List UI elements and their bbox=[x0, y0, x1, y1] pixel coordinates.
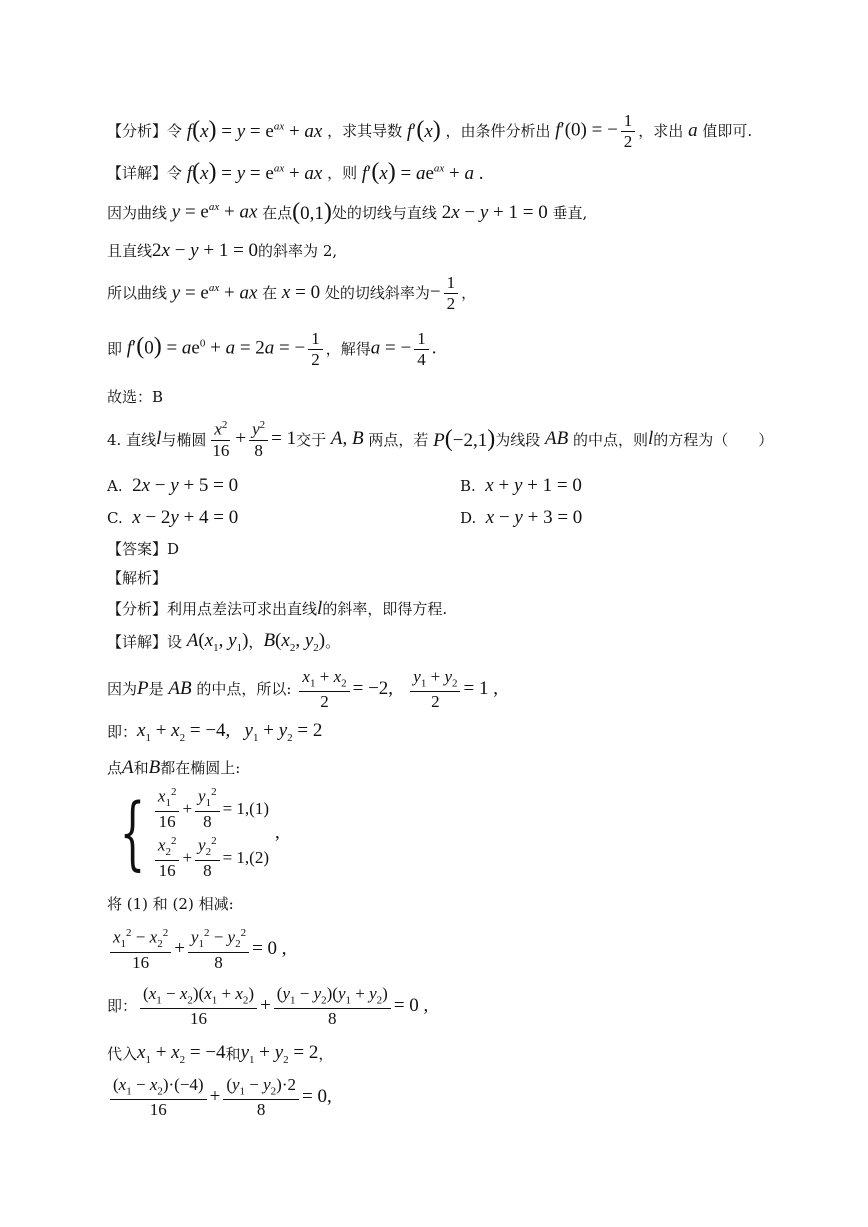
midpoint-line: 因为 P 是 AB 的中点，所以: $\frac{x_1 + x_2}{2}$ = −2, $\frac{y_1 + y_2}{2}$ = 1 , bbox=[107, 667, 498, 711]
text-line-4: 且直线 2x − y + 1 = 0 的斜率为 2, bbox=[107, 240, 338, 261]
analysis-line: 【分析】 令 $f(x) = y = e^{ax}$ + ax ，求其导数 f′(x) ，由条件分析出 f′(0) = − $\frac{1}{2}$ ，求出 a 值即可. bbox=[107, 111, 753, 151]
answer-label: 【答案】D bbox=[107, 540, 180, 558]
detail-line: 【详解】 令 $f(x) = y = e^{ax}$ + ax ，则 $f'(x) = ae^{ax} + a$ . bbox=[107, 159, 484, 185]
detail-label: 【详解】 bbox=[107, 163, 168, 182]
explanation-label: 【解析】 bbox=[107, 569, 168, 587]
formula-f-def: $f(x) = y = e^{ax}$ + ax bbox=[186, 117, 323, 144]
substituted-equation: $(x_1 - x_2)\cdot(-4)$ 16 + $\frac{(y_1 - y_2)\cdot 2}{8}$ = 0, bbox=[107, 1076, 332, 1119]
text-line-3: 因为曲线 $y = e^{ax}$ + ax 在点 (0,1) 处的切线与直线 2x − y + 1 = 0 垂直, bbox=[107, 199, 588, 225]
on-ellipse-line: 点 A 和 B 都在椭圆上: bbox=[107, 757, 241, 778]
text-line-6: 即 $f'(0) = ae^0 + a = 2a$ = − $\frac{1}{2}$ ，解得 a = − $\frac{1}{4}$ . bbox=[107, 329, 437, 369]
option-c: C. x − 2y + 4 = 0 bbox=[107, 507, 239, 528]
solution-analysis: 【分析】 利用点差法可求出直线 l 的斜率，即得方程. bbox=[107, 598, 448, 619]
diff-equation: $x_1^2 - x_2^2$ 16 + $\frac{y_1^2 - y_2^2}{8}$ = 0 , bbox=[107, 928, 287, 971]
option-a: A. 2x − y + 5 = 0 bbox=[107, 475, 239, 496]
choice-line: 故选：B bbox=[107, 388, 164, 406]
solution-detail: 【详解】 设 $A(x_1$, $y_1$) ， $B(x_2$, $y_2$) 。 bbox=[107, 630, 341, 654]
substitute-line: 代入 $x_1 + x_2 = -4$ 和 $y_1 + y_2 = 2$ ， bbox=[107, 1042, 334, 1066]
analysis-label: 【分析】 bbox=[107, 122, 168, 141]
option-b: B. x + y + 1 = 0 bbox=[460, 475, 582, 496]
option-d: D. x − y + 3 = 0 bbox=[460, 507, 583, 528]
text-line-5: 所以曲线 $y = e^{ax}$ + ax 在 x = 0 处的切线斜率为 − $\frac{1}{2}$ ， bbox=[107, 273, 477, 313]
question-4: 4. 直线 l 与椭圆 $x^2$ 16 + $\frac{y^2}{8}$ = 1 交于 A, B 两点，若 P(−2,1) 为线段 AB 的中点，则 l 的方程为（ ） bbox=[107, 419, 774, 460]
equation-system: { $x_1^2$ 16 + $y_1^2$ 8 = 1,(1) $x_2^2$ 16 + $y_2^2$ 8 = 1,(2) , bbox=[119, 786, 280, 881]
formula-derivative: f′(x) bbox=[406, 117, 441, 144]
formula-condition: f′(0) = − $\frac{1}{2}$ bbox=[551, 112, 639, 151]
factored-equation: 即： $(x_1 - x_2)(x_1 + x_2)$ 16 + $\frac{(y_1 - y_2)(y_1 + y_2)}{8}$ = 0 , bbox=[107, 984, 429, 1028]
subtract-line: 将 (1) 和 (2) 相减: bbox=[107, 895, 234, 913]
sum-line: 即： $x_1 + x_2 = -4$, $y_1 + y_2 = 2$ bbox=[107, 720, 323, 744]
